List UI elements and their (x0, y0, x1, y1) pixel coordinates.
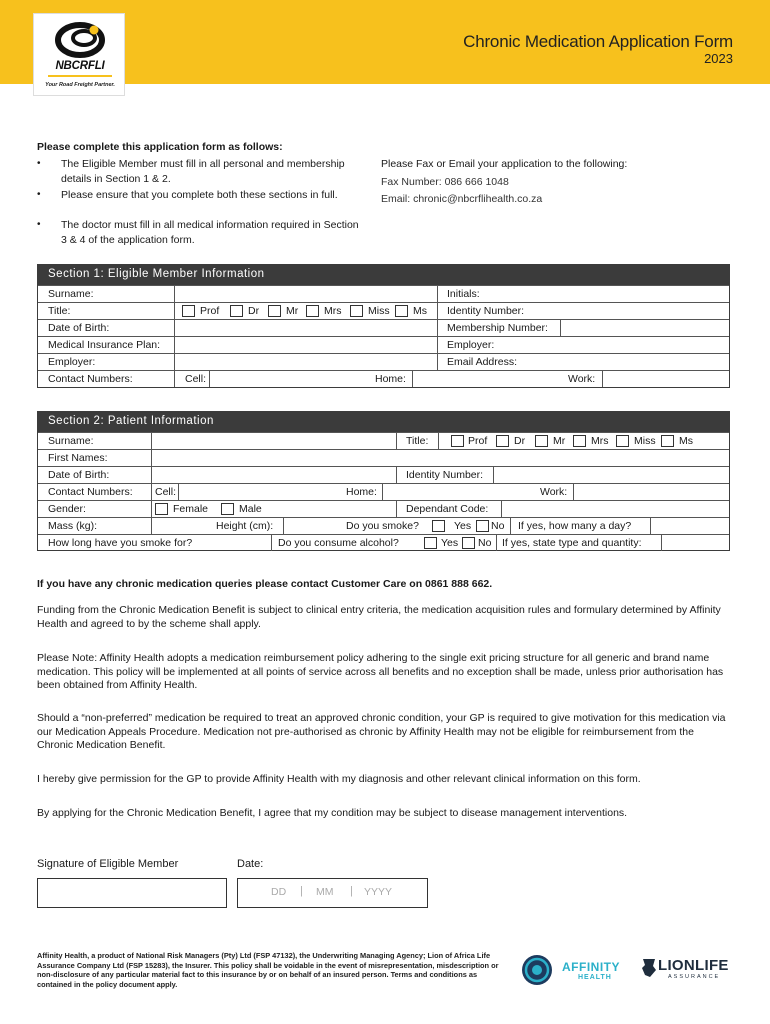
title-label: Title: (406, 435, 429, 447)
table-row (38, 466, 729, 483)
date-separator: | (350, 885, 353, 897)
date-yyyy-placeholder: YYYY (364, 886, 393, 898)
surname-label: Surname: (48, 288, 94, 300)
ms-label: Ms (413, 305, 427, 317)
table-row (38, 483, 729, 500)
instructions-heading: Please complete this application form as follows: (37, 141, 283, 153)
initials-label: Initials: (447, 288, 480, 300)
date-field[interactable] (237, 878, 428, 908)
medical-insurance-plan-label: Medical Insurance Plan: (48, 339, 161, 351)
queries-note: If you have any chronic medication queries please contact Customer Care on 0861 888 662. (37, 578, 493, 590)
date-mm-placeholder: MM (316, 886, 334, 898)
date-label: Date: (237, 858, 264, 870)
signature-label: Signature of Eligible Member (37, 858, 179, 870)
date-of-birth-label: Date of Birth: (48, 469, 110, 481)
identity-number-label: Identity Number: (447, 305, 525, 317)
first-names-label: First Names: (48, 452, 108, 464)
employer-right-label: Employer: (447, 339, 495, 351)
work-label: Work: (540, 486, 568, 498)
date-separator: | (300, 885, 303, 897)
fax-email: Email: chronic@nbcrflihealth.co.za (381, 193, 543, 205)
instruction-bullet: The Eligible Member must fill in all personal and membership details in Section 1 & 2. (61, 158, 345, 185)
mr-label: Mr (553, 435, 566, 447)
agreement-paragraph: By applying for the Chronic Medication Benefit, I agree that my condition may be subject to disease management interventions. (37, 807, 628, 819)
bullet-icon: • (37, 158, 41, 169)
logo-tagline: Your Road Freight Partner. (45, 82, 115, 88)
permission-paragraph: I hereby give permission for the GP to provide Affinity Health with my diagnosis and other relevant clinical information on this form. (37, 773, 641, 785)
mass-label: Mass (kg): (48, 520, 98, 532)
surname-label: Surname: (48, 435, 94, 447)
instruction-bullet: Please ensure that you complete both these sections in full. (61, 189, 338, 201)
affinity-brand-sub: HEALTH (578, 974, 612, 981)
table-row (38, 500, 729, 517)
table-row (38, 534, 729, 551)
height-label: Height (cm): (216, 520, 274, 532)
table-row (38, 302, 729, 319)
prof-label: Prof (200, 305, 220, 317)
cell-label: Cell: (185, 373, 207, 385)
table-row (38, 432, 729, 449)
footer-disclaimer: Affinity Health, a product of National Risk Managers (Pty) Ltd (FSP 47132), the Underwriting Managing Agency; Lion of Africa Life Assurance Company Ltd (FSP 15283), the Insurer. This policy shall be voidable in the event of misrepresentation, misdescription or non-disclosure of any particular material fact to this insurance by or on behalf of an insured person. Terms and conditions as contained in the policy document apply. (37, 951, 499, 989)
home-label: Home: (346, 486, 377, 498)
employer-label: Employer: (48, 356, 96, 368)
table-row (38, 319, 729, 336)
section-1-eligible-member (37, 264, 730, 388)
surname-field[interactable] (175, 286, 437, 302)
logo-divider (48, 75, 112, 77)
section-2-title: Section 2: Patient Information (38, 412, 729, 432)
dr-label: Dr (248, 305, 260, 317)
table-row (38, 517, 729, 534)
fax-heading: Please Fax or Email your application to the following: (381, 158, 628, 170)
alcohol-label: Do you consume alcohol? (278, 537, 399, 549)
fax-number: Fax Number: 086 666 1048 (381, 176, 509, 188)
mrs-label: Mrs (324, 305, 342, 317)
no-label: No (478, 537, 492, 549)
lionlife-brand-name: LIONLIFE (658, 957, 729, 974)
table-row (38, 449, 729, 466)
nbcrfli-logo (33, 13, 125, 96)
title-label: Title: (48, 305, 71, 317)
bullet-icon: • (37, 219, 41, 230)
table-row (38, 353, 729, 370)
table-row (38, 336, 729, 353)
dr-label: Dr (514, 435, 526, 447)
mr-label: Mr (286, 305, 299, 317)
email-address-label: Email Address: (447, 356, 518, 368)
female-label: Female (173, 503, 209, 515)
swoosh-logo-icon (34, 14, 126, 60)
membership-number-label: Membership Number: (447, 322, 548, 334)
state-type-label: If yes, state type and quantity: (502, 537, 642, 549)
cell-label: Cell: (155, 486, 177, 498)
lionlife-brand-sub: ASSURANCE (668, 974, 721, 980)
affinity-brand-name: AFFINITY (562, 960, 620, 974)
home-label: Home: (375, 373, 406, 385)
mrs-label: Mrs (591, 435, 609, 447)
male-label: Male (239, 503, 262, 515)
no-label: No (491, 520, 505, 532)
header-banner (0, 0, 770, 88)
miss-label: Miss (634, 435, 656, 447)
section-1-title: Section 1: Eligible Member Information (38, 265, 729, 285)
table-row (38, 285, 729, 302)
logo-brand-text: NBCRFLI (55, 60, 105, 72)
non-preferred-paragraph: Should a “non-preferred” medication be required to treat an approved chronic condition, your GP is required to give motivation for this medication via our Medication Appeals Procedure. Medication not pre-authorised as chronic by Affinity Health may not be eligible for reimbursement from the Chronic Medication Benefit. (37, 712, 726, 751)
ms-label: Ms (679, 435, 693, 447)
date-dd-placeholder: DD (271, 886, 287, 898)
do-you-smoke-label: Do you smoke? (346, 520, 419, 532)
contact-numbers-label: Contact Numbers: (48, 373, 133, 385)
yes-label: Yes (441, 537, 459, 549)
identity-number-label: Identity Number: (406, 469, 484, 481)
yes-label: Yes (454, 520, 472, 532)
how-long-smoke-label: How long have you smoke for? (48, 537, 193, 549)
lion-icon (640, 957, 658, 979)
form-title: Chronic Medication Application Form (463, 32, 733, 51)
signature-field[interactable] (37, 878, 227, 908)
form-year: 2023 (704, 51, 733, 66)
date-of-birth-label: Date of Birth: (48, 322, 110, 334)
dependant-code-label: Dependant Code: (406, 503, 489, 515)
contact-numbers-label: Contact Numbers: (48, 486, 133, 498)
section-2-patient (37, 411, 730, 551)
work-label: Work: (568, 373, 596, 385)
table-row (38, 370, 729, 387)
miss-label: Miss (368, 305, 390, 317)
instruction-bullet: The doctor must fill in all medical information required in Section 3 & 4 of the application form. (61, 219, 359, 246)
funding-paragraph: Funding from the Chronic Medication Benefit is subject to clinical entry criteria, the medication acquisition rules and formulary determined by Affinity Health and agreed to by the scheme shall apply. (37, 604, 721, 630)
policy-note-paragraph: Please Note: Affinity Health adopts a medication reimbursement policy adhering to the single exit pricing structure for all generic and brand name medication. This policy will be implemented at all points of service across all benefits and no exception shall be made, unless prior authorisation has been obtained from Affinity Health. (37, 652, 724, 691)
prof-label: Prof (468, 435, 488, 447)
how-many-label: If yes, how many a day? (518, 520, 632, 532)
bullet-icon: • (37, 189, 41, 200)
gender-label: Gender: (48, 503, 86, 515)
